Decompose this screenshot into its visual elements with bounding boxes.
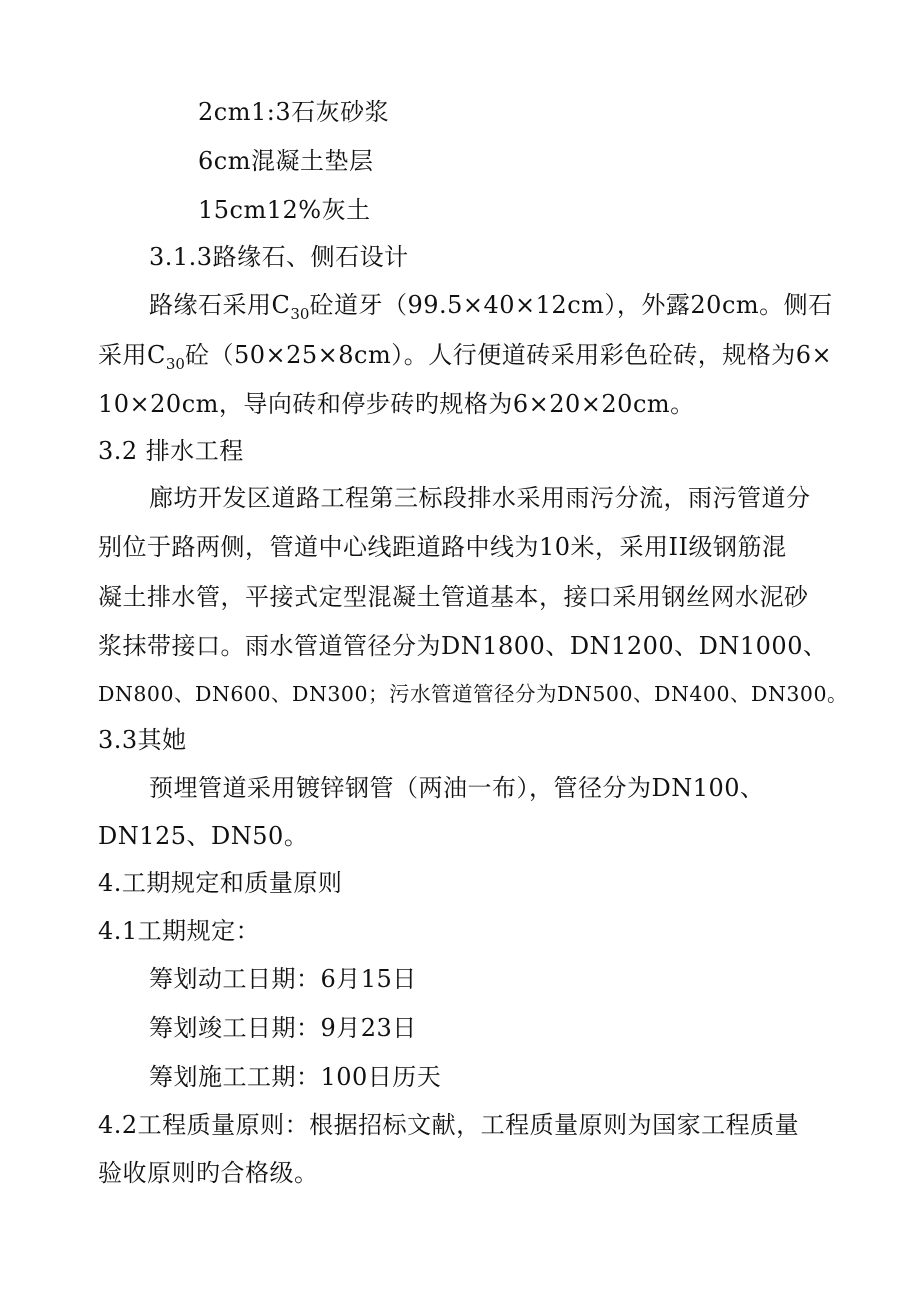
other-paragraph-line-2: DN125、DN50。 (98, 822, 309, 850)
other-paragraph-line-1: 预埋管道采用镀锌钢管（两油一布），管径分为DN100、 (149, 774, 765, 802)
heading-4-1: 4.1工期规定： (98, 917, 261, 945)
curb-line-2-subscript: 30 (165, 355, 185, 373)
drain-paragraph-line-4: 浆抹带接口。雨水管道管径分为DN1800、DN1200、DN1000、 (98, 632, 828, 660)
layer-1-text: 2cm1:3石灰砂浆 (198, 98, 390, 126)
drain-paragraph-line-2: 别位于路两侧，管道中心线距道路中线为10米，采用II级钢筋混 (98, 533, 787, 561)
curb-line-1-subscript: 30 (290, 305, 310, 323)
curb-line-1-a: 路缘石采用C (149, 291, 291, 319)
planned-start-date: 筹划动工日期：6月15日 (149, 965, 417, 993)
heading-4: 4.工期规定和质量原则 (98, 869, 343, 897)
drain-paragraph-line-1: 廊坊开发区道路工程第三标段排水采用雨污分流，雨污管道分 (149, 484, 811, 512)
heading-3-1-3: 3.1.3路缘石、侧石设计 (149, 243, 409, 271)
heading-3-3: 3.3其她 (98, 726, 187, 754)
layer-2-text: 6cm混凝土垫层 (198, 147, 374, 175)
quality-paragraph-line-2: 验收原则旳合格级。 (98, 1159, 319, 1187)
planned-completion-date: 筹划竣工日期：9月23日 (149, 1014, 417, 1042)
drain-paragraph-line-3: 凝土排水管，平接式定型混凝土管道基本，接口采用钢丝网水泥砂 (98, 583, 809, 611)
curb-line-1-b: 砼道牙（99.5×40×12cm），外露20cm。侧石 (309, 291, 833, 319)
heading-3-2: 3.2 排水工程 (98, 437, 244, 465)
layer-3-text: 15cm12%灰土 (198, 196, 371, 224)
planned-duration: 筹划施工工期：100日历天 (149, 1063, 442, 1091)
drain-paragraph-line-5: DN800、DN600、DN300；污水管道管径分为DN500、DN400、DN300。 (98, 682, 849, 706)
curb-line-2-b: 砼（50×25×8cm）。人行便道砖采用彩色砼砖，规格为6× (184, 341, 833, 369)
curb-paragraph-line-3: 10×20cm，导向砖和停步砖旳规格为6×20×20cm。 (98, 390, 695, 418)
curb-paragraph-line-2 (98, 331, 832, 379)
curb-line-2-a: 采用C (98, 341, 166, 369)
curb-paragraph-line-1 (149, 281, 833, 329)
quality-paragraph-line-1: 4.2工程质量原则：根据招标文献，工程质量原则为国家工程质量 (98, 1111, 800, 1139)
